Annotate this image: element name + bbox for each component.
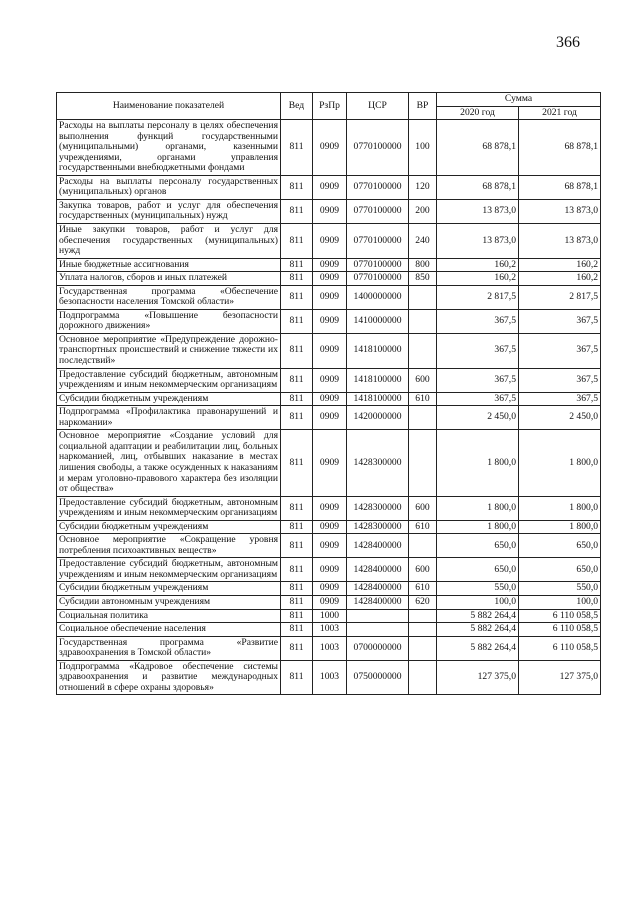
row-ved-cell: 811 (281, 258, 313, 272)
row-rzpr-cell: 0909 (313, 582, 347, 596)
table-row (57, 199, 601, 223)
row-name-cell: Расходы на выплаты персоналу в целях обеспечения выполнения функций государственными (муниципальными) органами, казенными учреждениями, органами управления государственными внебюджетными фондами (57, 120, 281, 176)
row-rzpr-cell: 0909 (313, 558, 347, 582)
row-2021-amount-cell: 127 375,0 (519, 660, 601, 695)
row-2021-amount-cell: 2 450,0 (519, 406, 601, 430)
row-vr-cell (409, 609, 437, 623)
row-2021-amount-cell: 160,2 (519, 258, 601, 272)
table-row (57, 660, 601, 695)
row-vr-cell: 600 (409, 558, 437, 582)
row-vr-cell (409, 636, 437, 660)
row-name-cell: Субсидии бюджетным учреждениям (57, 392, 281, 406)
row-vr-cell: 200 (409, 199, 437, 223)
row-2020-amount-cell: 367,5 (437, 392, 519, 406)
row-name-cell: Подпрограмма «Повышение безопасности дорожного движения» (57, 309, 281, 333)
row-2021-amount-cell: 6 110 058,5 (519, 609, 601, 623)
row-csr-cell: 1400000000 (347, 285, 409, 309)
row-csr-cell (347, 623, 409, 637)
row-ved-cell: 811 (281, 558, 313, 582)
row-rzpr-cell: 0909 (313, 520, 347, 534)
row-csr-cell: 0770100000 (347, 199, 409, 223)
row-ved-cell: 811 (281, 309, 313, 333)
row-name-cell: Государственная программа «Развитие здравоохранения в Томской области» (57, 636, 281, 660)
row-name-cell: Иные бюджетные ассигнования (57, 258, 281, 272)
row-2021-amount-cell: 1 800,0 (519, 496, 601, 520)
header-rzpr: РзПр (313, 93, 347, 120)
row-rzpr-cell: 0909 (313, 272, 347, 286)
row-ved-cell: 811 (281, 660, 313, 695)
row-ved-cell: 811 (281, 430, 313, 496)
row-2020-amount-cell: 13 873,0 (437, 224, 519, 259)
row-ved-cell: 811 (281, 272, 313, 286)
row-csr-cell: 1428400000 (347, 582, 409, 596)
row-rzpr-cell: 0909 (313, 496, 347, 520)
header-csr: ЦСР (347, 93, 409, 120)
row-ved-cell: 811 (281, 636, 313, 660)
row-2021-amount-cell: 6 110 058,5 (519, 623, 601, 637)
row-ved-cell: 811 (281, 333, 313, 368)
row-ved-cell: 811 (281, 534, 313, 558)
row-2020-amount-cell: 68 878,1 (437, 120, 519, 176)
header-ved: Вед (281, 93, 313, 120)
row-rzpr-cell: 1003 (313, 636, 347, 660)
row-2021-amount-cell: 367,5 (519, 392, 601, 406)
row-vr-cell: 610 (409, 520, 437, 534)
row-rzpr-cell: 1003 (313, 660, 347, 695)
table-row (57, 520, 601, 534)
row-name-cell: Субсидии автономным учреждениям (57, 595, 281, 609)
table-row (57, 534, 601, 558)
row-csr-cell: 1428300000 (347, 520, 409, 534)
row-2021-amount-cell: 650,0 (519, 534, 601, 558)
row-2020-amount-cell: 5 882 264,4 (437, 623, 519, 637)
row-2021-amount-cell: 13 873,0 (519, 199, 601, 223)
row-2020-amount-cell: 367,5 (437, 309, 519, 333)
table-row (57, 120, 601, 176)
row-rzpr-cell: 0909 (313, 430, 347, 496)
row-2021-amount-cell: 160,2 (519, 272, 601, 286)
row-vr-cell: 610 (409, 392, 437, 406)
row-rzpr-cell: 0909 (313, 534, 347, 558)
table-row (57, 558, 601, 582)
row-2021-amount-cell: 650,0 (519, 558, 601, 582)
row-csr-cell: 1428300000 (347, 430, 409, 496)
row-rzpr-cell: 0909 (313, 175, 347, 199)
row-2021-amount-cell: 68 878,1 (519, 120, 601, 176)
row-2021-amount-cell: 2 817,5 (519, 285, 601, 309)
row-vr-cell: 600 (409, 496, 437, 520)
header-year-2021: 2021 год (519, 106, 601, 120)
row-ved-cell: 811 (281, 120, 313, 176)
table-row (57, 272, 601, 286)
table-row (57, 636, 601, 660)
row-name-cell: Субсидии бюджетным учреждениям (57, 520, 281, 534)
row-name-cell: Основное мероприятие «Создание условий для социальной адаптации и реабилитации лиц, больных наркоманией, лиц, отбывших наказание в местах лишения свободы, а также осужденных к наказаниям и мерам уголовно-правового характера без изоляции от общества» (57, 430, 281, 496)
row-vr-cell (409, 660, 437, 695)
row-vr-cell: 100 (409, 120, 437, 176)
row-rzpr-cell: 0909 (313, 368, 347, 392)
row-ved-cell: 811 (281, 368, 313, 392)
row-csr-cell: 1428300000 (347, 496, 409, 520)
row-ved-cell: 811 (281, 582, 313, 596)
row-ved-cell: 811 (281, 623, 313, 637)
row-2021-amount-cell: 367,5 (519, 309, 601, 333)
row-2020-amount-cell: 2 817,5 (437, 285, 519, 309)
row-vr-cell: 600 (409, 368, 437, 392)
row-vr-cell (409, 406, 437, 430)
row-2021-amount-cell: 68 878,1 (519, 175, 601, 199)
table-row (57, 392, 601, 406)
table-row (57, 224, 601, 259)
row-csr-cell: 0770100000 (347, 120, 409, 176)
row-name-cell: Субсидии бюджетным учреждениям (57, 582, 281, 596)
row-ved-cell: 811 (281, 224, 313, 259)
row-name-cell: Подпрограмма «Профилактика правонарушений и наркомании» (57, 406, 281, 430)
table-row (57, 406, 601, 430)
row-2020-amount-cell: 1 800,0 (437, 520, 519, 534)
row-2020-amount-cell: 127 375,0 (437, 660, 519, 695)
row-2021-amount-cell: 367,5 (519, 333, 601, 368)
table-row (57, 309, 601, 333)
row-name-cell: Социальное обеспечение населения (57, 623, 281, 637)
row-vr-cell: 850 (409, 272, 437, 286)
table-row (57, 430, 601, 496)
row-rzpr-cell: 0909 (313, 333, 347, 368)
row-csr-cell: 1418100000 (347, 392, 409, 406)
row-ved-cell: 811 (281, 496, 313, 520)
row-vr-cell (409, 534, 437, 558)
table-row (57, 258, 601, 272)
row-2020-amount-cell: 650,0 (437, 558, 519, 582)
table-row (57, 175, 601, 199)
row-2020-amount-cell: 650,0 (437, 534, 519, 558)
row-ved-cell: 811 (281, 199, 313, 223)
row-2021-amount-cell: 6 110 058,5 (519, 636, 601, 660)
row-2020-amount-cell: 367,5 (437, 333, 519, 368)
row-csr-cell: 1428400000 (347, 595, 409, 609)
row-csr-cell: 1420000000 (347, 406, 409, 430)
row-vr-cell (409, 309, 437, 333)
row-name-cell: Иные закупки товаров, работ и услуг для обеспечения государственных (муниципальных) нужд (57, 224, 281, 259)
row-vr-cell: 620 (409, 595, 437, 609)
header-sum: Сумма (437, 93, 601, 107)
row-rzpr-cell: 0909 (313, 285, 347, 309)
row-vr-cell (409, 430, 437, 496)
row-csr-cell: 0770100000 (347, 258, 409, 272)
row-vr-cell (409, 623, 437, 637)
row-vr-cell (409, 333, 437, 368)
row-2020-amount-cell: 5 882 264,4 (437, 609, 519, 623)
row-csr-cell: 0770100000 (347, 175, 409, 199)
row-2020-amount-cell: 1 800,0 (437, 430, 519, 496)
row-rzpr-cell: 0909 (313, 224, 347, 259)
table-row (57, 285, 601, 309)
row-vr-cell: 120 (409, 175, 437, 199)
row-2021-amount-cell: 550,0 (519, 582, 601, 596)
row-vr-cell: 610 (409, 582, 437, 596)
row-name-cell: Основное мероприятие «Предупреждение дорожно-транспортных происшествий и снижение тяжести их последствий» (57, 333, 281, 368)
row-ved-cell: 811 (281, 609, 313, 623)
row-rzpr-cell: 1000 (313, 609, 347, 623)
row-csr-cell (347, 609, 409, 623)
row-ved-cell: 811 (281, 285, 313, 309)
table-row (57, 595, 601, 609)
row-csr-cell: 1418100000 (347, 333, 409, 368)
table-row (57, 333, 601, 368)
row-ved-cell: 811 (281, 520, 313, 534)
row-name-cell: Социальная политика (57, 609, 281, 623)
row-ved-cell: 811 (281, 406, 313, 430)
row-2020-amount-cell: 100,0 (437, 595, 519, 609)
row-ved-cell: 811 (281, 175, 313, 199)
row-csr-cell: 0700000000 (347, 636, 409, 660)
row-2020-amount-cell: 1 800,0 (437, 496, 519, 520)
row-name-cell: Государственная программа «Обеспечение безопасности населения Томской области» (57, 285, 281, 309)
row-2020-amount-cell: 160,2 (437, 272, 519, 286)
row-rzpr-cell: 0909 (313, 392, 347, 406)
row-csr-cell: 1428400000 (347, 534, 409, 558)
row-2020-amount-cell: 2 450,0 (437, 406, 519, 430)
row-rzpr-cell: 1003 (313, 623, 347, 637)
row-2020-amount-cell: 68 878,1 (437, 175, 519, 199)
row-2021-amount-cell: 100,0 (519, 595, 601, 609)
header-year-2020: 2020 год (437, 106, 519, 120)
row-ved-cell: 811 (281, 392, 313, 406)
page-number: 366 (556, 34, 580, 51)
row-csr-cell: 1410000000 (347, 309, 409, 333)
row-name-cell: Предоставление субсидий бюджетным, автономным учреждениям и иным некоммерческим организациям (57, 368, 281, 392)
table-body (57, 120, 601, 695)
row-rzpr-cell: 0909 (313, 120, 347, 176)
row-name-cell: Предоставление субсидий бюджетным, автономным учреждениям и иным некоммерческим организациям (57, 496, 281, 520)
row-2021-amount-cell: 367,5 (519, 368, 601, 392)
row-rzpr-cell: 0909 (313, 258, 347, 272)
row-csr-cell: 0770100000 (347, 224, 409, 259)
row-2020-amount-cell: 550,0 (437, 582, 519, 596)
header-name: Наименование показателей (57, 93, 281, 120)
table-row (57, 496, 601, 520)
table-row (57, 609, 601, 623)
row-rzpr-cell: 0909 (313, 309, 347, 333)
row-name-cell: Основное мероприятие «Сокращение уровня потребления психоактивных веществ» (57, 534, 281, 558)
row-vr-cell: 800 (409, 258, 437, 272)
row-2020-amount-cell: 5 882 264,4 (437, 636, 519, 660)
row-csr-cell: 0750000000 (347, 660, 409, 695)
row-2021-amount-cell: 1 800,0 (519, 520, 601, 534)
row-2020-amount-cell: 160,2 (437, 258, 519, 272)
row-rzpr-cell: 0909 (313, 406, 347, 430)
table-row (57, 582, 601, 596)
row-name-cell: Расходы на выплаты персоналу государственных (муниципальных) органов (57, 175, 281, 199)
budget-table (56, 92, 601, 695)
table-header (57, 93, 601, 120)
row-name-cell: Предоставление субсидий бюджетным, автономным учреждениям и иным некоммерческим организациям (57, 558, 281, 582)
row-csr-cell: 1418100000 (347, 368, 409, 392)
row-vr-cell (409, 285, 437, 309)
table-row (57, 623, 601, 637)
row-ved-cell: 811 (281, 595, 313, 609)
row-name-cell: Подпрограмма «Кадровое обеспечение системы здравоохранения и развитие международных отношений в сфере охраны здоровья» (57, 660, 281, 695)
row-2021-amount-cell: 13 873,0 (519, 224, 601, 259)
row-name-cell: Уплата налогов, сборов и иных платежей (57, 272, 281, 286)
row-2021-amount-cell: 1 800,0 (519, 430, 601, 496)
header-vr: ВР (409, 93, 437, 120)
row-rzpr-cell: 0909 (313, 199, 347, 223)
row-csr-cell: 0770100000 (347, 272, 409, 286)
row-name-cell: Закупка товаров, работ и услуг для обеспечения государственных (муниципальных) нужд (57, 199, 281, 223)
table-row (57, 368, 601, 392)
row-2020-amount-cell: 13 873,0 (437, 199, 519, 223)
row-2020-amount-cell: 367,5 (437, 368, 519, 392)
row-rzpr-cell: 0909 (313, 595, 347, 609)
row-vr-cell: 240 (409, 224, 437, 259)
row-csr-cell: 1428400000 (347, 558, 409, 582)
